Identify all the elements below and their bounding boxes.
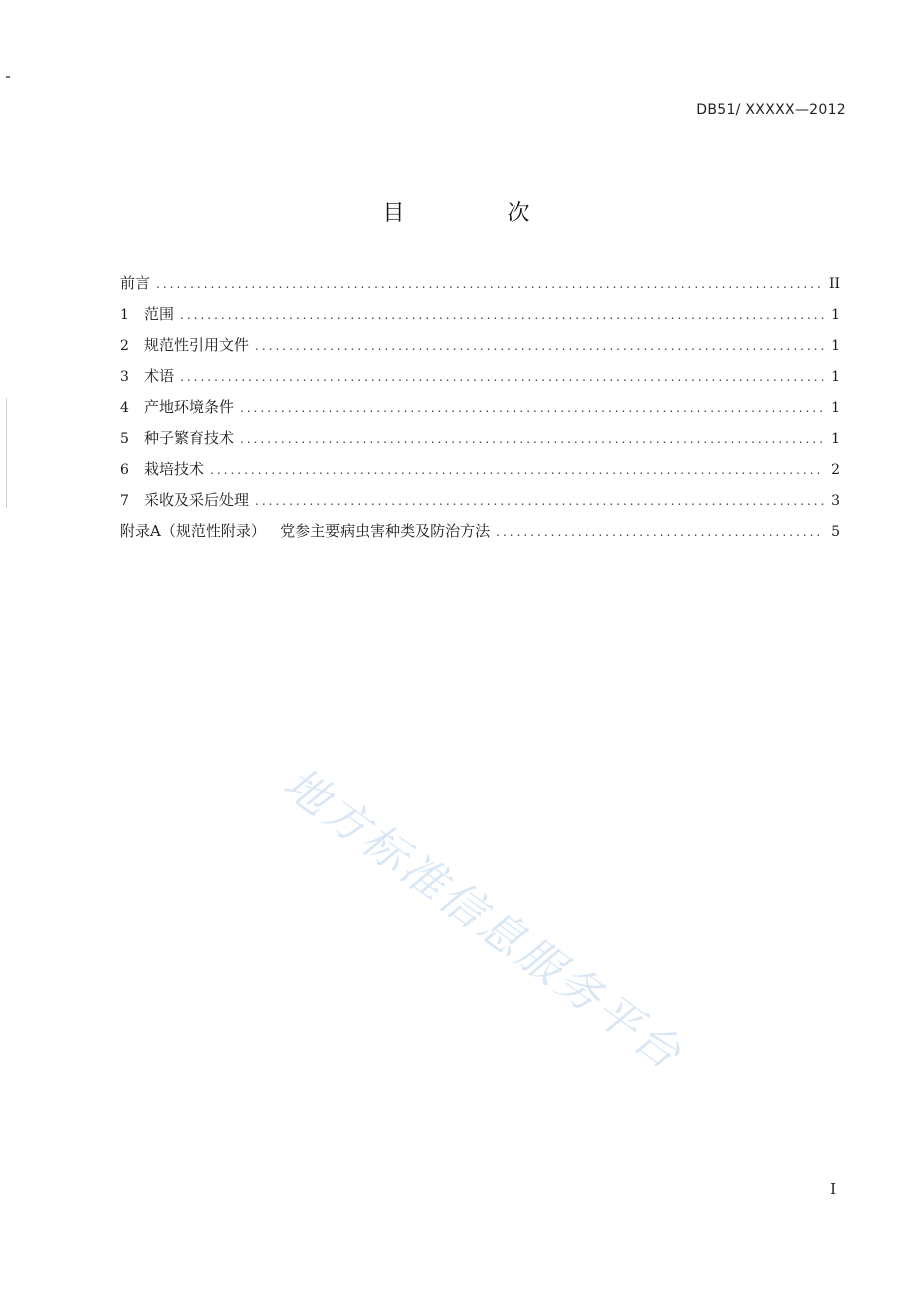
table-of-contents <box>120 272 840 551</box>
toc-entry-page: 2 <box>831 462 840 478</box>
toc-entry-page: 1 <box>831 369 840 385</box>
toc-entry-number: 3 <box>120 369 129 385</box>
toc-entry-number: 1 <box>120 307 129 323</box>
toc-entry-page: 3 <box>831 493 840 509</box>
toc-entry-number: 2 <box>120 338 129 354</box>
toc-entry[interactable] <box>120 272 840 303</box>
toc-entry-label: 采收及采后处理 <box>144 491 250 509</box>
toc-entry-number: 7 <box>120 493 129 509</box>
toc-leader-dots <box>156 277 823 291</box>
toc-entry-number: 4 <box>120 400 129 416</box>
toc-entry[interactable] <box>120 334 840 365</box>
scan-mark <box>6 76 10 78</box>
toc-entry-page: 5 <box>831 524 840 540</box>
toc-leader-dots <box>210 463 824 477</box>
document-code: DB51/ XXXXX—2012 <box>696 102 846 118</box>
toc-entry-page: 1 <box>831 400 840 416</box>
toc-entry-label: 种子繁育技术 <box>144 429 235 447</box>
page-number: I <box>830 1180 836 1198</box>
toc-entry-page: 1 <box>831 431 840 447</box>
toc-leader-dots <box>255 339 824 353</box>
scan-mark <box>6 398 7 508</box>
toc-leader-dots <box>180 308 824 322</box>
toc-entry[interactable] <box>120 365 840 396</box>
toc-entry-label: 栽培技术 <box>144 460 205 478</box>
toc-entry[interactable] <box>120 458 840 489</box>
toc-entry-number: 6 <box>120 462 129 478</box>
toc-entry-page: 1 <box>831 338 840 354</box>
toc-entry[interactable] <box>120 427 840 458</box>
toc-entry-page: II <box>828 276 840 292</box>
toc-entry-label: 术语 <box>144 367 175 385</box>
toc-entry[interactable] <box>120 489 840 520</box>
toc-entry-label: 前言 <box>120 274 151 292</box>
toc-entry-label: 附录A（规范性附录） 党参主要病虫害种类及防治方法 <box>120 522 491 540</box>
toc-leader-dots <box>240 401 824 415</box>
toc-entry[interactable] <box>120 396 840 427</box>
toc-entry-label: 产地环境条件 <box>144 398 235 416</box>
toc-entry[interactable] <box>120 520 840 551</box>
toc-leader-dots <box>240 432 824 446</box>
toc-entry-page: 1 <box>831 307 840 323</box>
toc-entry-label: 规范性引用文件 <box>144 336 250 354</box>
toc-entry[interactable] <box>120 303 840 334</box>
page-title: 目 次 <box>382 201 578 226</box>
toc-leader-dots <box>255 494 824 508</box>
toc-leader-dots <box>496 525 824 539</box>
watermark: 地方标准信息服务平台 <box>274 757 693 1082</box>
toc-leader-dots <box>180 370 824 384</box>
toc-entry-number: 5 <box>120 431 129 447</box>
toc-entry-label: 范围 <box>144 305 175 323</box>
